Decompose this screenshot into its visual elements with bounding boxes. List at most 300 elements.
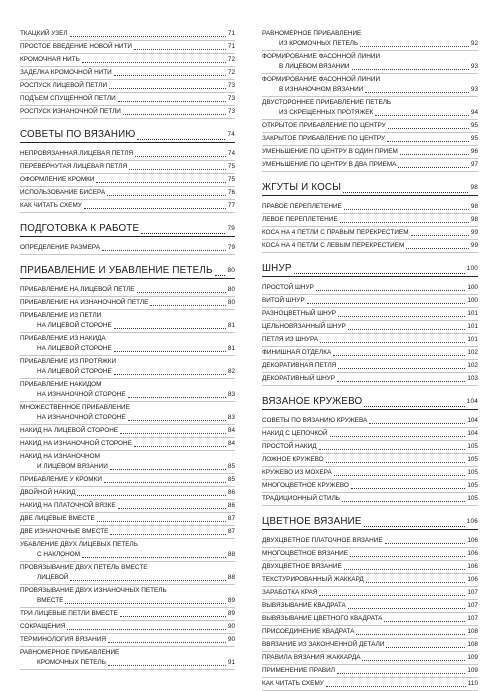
toc-entry-page-number: 96 — [470, 148, 478, 155]
toc-entry[interactable] — [262, 574, 478, 587]
toc-entry-page-number: 73 — [227, 82, 235, 89]
toc-entry[interactable] — [20, 634, 235, 647]
dot-leader — [326, 462, 466, 463]
toc-entry-line — [262, 98, 478, 108]
toc-heading-page-number: 104 — [466, 398, 478, 405]
toc-entry[interactable] — [262, 373, 478, 386]
toc-entry-page-number: 75 — [227, 163, 235, 170]
toc-entry[interactable] — [262, 467, 478, 480]
dot-leader — [135, 156, 226, 157]
dot-leader — [107, 195, 226, 196]
toc-entry-page-number: 80 — [227, 286, 235, 293]
toc-entry-title: ДВУСТОРОННЕЕ ПРИБАВЛЕНИЕ ПЕТЕЛЬ — [262, 99, 392, 106]
toc-heading-title: ВЯЗАНОЕ КРУЖЕВО — [262, 396, 363, 407]
toc-heading-line — [262, 262, 478, 276]
dot-leader — [129, 169, 226, 170]
toc-entry-title: ДВУХЦВЕТНОЕ ПЛАТОЧНОЕ ВЯЗАНИЕ — [262, 537, 383, 544]
toc-entry[interactable] — [262, 548, 478, 561]
toc-entry-title: ДВОЙНОЙ НАКИД — [20, 489, 76, 496]
toc-entry-page-number: 109 — [467, 654, 478, 661]
toc-entry-title: КРУЖЕВО ИЗ МОХЕРА — [262, 469, 332, 476]
toc-section-heading[interactable] — [262, 172, 478, 201]
toc-entry-line — [262, 361, 478, 371]
toc-entry-page-number: 90 — [227, 623, 235, 630]
toc-entry-page-number: 74 — [227, 150, 235, 157]
toc-entry-line — [20, 285, 235, 295]
toc-entry-continuation — [262, 62, 478, 72]
toc-entry-page-number: 88 — [227, 574, 235, 581]
dot-leader — [362, 660, 465, 661]
toc-entry-page-number: 75 — [227, 176, 235, 183]
dot-leader — [342, 501, 465, 502]
dot-leader — [366, 582, 466, 583]
dot-leader — [385, 543, 466, 544]
toc-entry-title: ТРИ ЛИЦЕВЫЕ ПЕТЛИ ВМЕСТЕ — [20, 610, 118, 617]
toc-entry-title: ТЕРМИНОЛОГИЯ ВЯЗАНИЯ — [20, 636, 107, 643]
toc-entry-title: КАК ЧИТАТЬ СХЕМУ — [262, 680, 324, 687]
toc-entry-title: ФОРМИРОВАНИЕ ФАСОННОЙ ЛИНИИ — [262, 76, 381, 83]
dot-leader — [386, 647, 465, 648]
toc-entry[interactable] — [262, 214, 478, 227]
toc-entry[interactable] — [20, 161, 235, 174]
toc-entry-line — [262, 601, 478, 611]
toc-entry[interactable] — [262, 146, 478, 159]
toc-entry-title: ВИТОЙ ШНУР — [262, 297, 305, 304]
toc-entry[interactable] — [262, 613, 478, 626]
toc-entry-line — [20, 452, 235, 462]
toc-entry-title: ПРИБАВЛЕНИЕ У КРОМКИ — [20, 476, 102, 483]
toc-entry-line — [262, 588, 478, 598]
toc-entry-continuation — [262, 85, 478, 95]
dot-leader — [114, 75, 226, 76]
toc-entry-title: КОСА НА 4 ПЕТЛИ С ЛЕВЫМ ПЕРЕКРЕСТИЕМ — [262, 242, 405, 249]
toc-entry-title: В ЛИЦЕВОМ ВЯЗАНИИ — [279, 63, 350, 70]
toc-entry-page-number: 93 — [470, 63, 478, 70]
dot-leader — [128, 397, 226, 398]
dot-leader — [406, 248, 469, 249]
dot-leader — [350, 556, 465, 557]
toc-entry-title: НАКИД НА ИЗНАНОЧНОМ — [20, 453, 100, 460]
toc-entry[interactable] — [20, 28, 235, 41]
toc-entry[interactable] — [20, 513, 235, 526]
toc-heading-page-number: 74 — [227, 131, 235, 138]
toc-entry-page-number: 83 — [227, 391, 235, 398]
toc-entry-title: ЛОЖНОЕ КРУЖЕВО — [262, 456, 324, 463]
dot-leader — [365, 92, 469, 93]
toc-entry[interactable] — [262, 347, 478, 360]
toc-entry-line — [20, 488, 235, 498]
toc-entry[interactable] — [20, 500, 235, 513]
toc-entry[interactable] — [262, 74, 478, 97]
toc-entry-line — [262, 575, 478, 585]
section-rule — [262, 409, 478, 410]
toc-entry[interactable] — [262, 159, 478, 172]
dot-leader — [120, 433, 226, 434]
toc-entry-line — [20, 622, 235, 632]
toc-section-heading[interactable] — [20, 255, 235, 284]
toc-entry-line — [262, 481, 478, 491]
toc-entry-continuation — [20, 390, 235, 400]
toc-entry[interactable] — [262, 561, 478, 574]
toc-entry-page-number: 73 — [227, 108, 235, 115]
dot-leader — [388, 128, 469, 129]
toc-heading-line — [262, 395, 478, 409]
toc-entry[interactable] — [262, 51, 478, 74]
toc-entry-page-number: 105 — [467, 482, 478, 489]
toc-entry-line — [20, 475, 235, 485]
dot-leader — [351, 488, 465, 489]
toc-entry[interactable] — [20, 106, 235, 119]
toc-entry-line — [20, 439, 235, 449]
toc-entry-title: РАВНОМЕРНОЕ ПРИБАВЛЕНИЕ — [20, 649, 120, 656]
toc-entry[interactable] — [20, 379, 235, 402]
toc-entry-title: ОФОРМЛЕНИЕ КРОМКИ — [20, 176, 95, 183]
toc-heading-page-number: 80 — [227, 267, 235, 274]
toc-section-heading[interactable] — [20, 213, 235, 242]
toc-entry[interactable] — [20, 539, 235, 562]
dot-leader — [123, 114, 226, 115]
toc-entry-title: НА ИЗНАНОЧНОЙ СТОРОНЕ — [37, 391, 126, 398]
dot-leader — [320, 342, 465, 343]
toc-entry[interactable] — [262, 227, 478, 240]
dot-leader — [114, 328, 226, 329]
dot-leader — [348, 329, 466, 330]
toc-entry-page-number: 98 — [470, 203, 478, 210]
toc-heading-page-number: 79 — [227, 225, 235, 232]
toc-column-right — [262, 28, 478, 691]
toc-entry-page-number: 87 — [227, 515, 235, 522]
dot-leader — [97, 521, 226, 522]
toc-entry-line — [20, 609, 235, 619]
toc-entry-page-number: 79 — [227, 244, 235, 251]
toc-entry-page-number: 81 — [227, 345, 235, 352]
toc-entry-page-number: 103 — [467, 375, 478, 382]
toc-entry-title: ВЫВЯЗЫВАНИЕ КВАДРАТА — [262, 602, 346, 609]
toc-entry-line — [20, 540, 235, 550]
toc-entry-page-number: 84 — [227, 440, 235, 447]
toc-entry[interactable] — [20, 41, 235, 54]
toc-entry[interactable] — [262, 120, 478, 133]
toc-entry[interactable] — [20, 174, 235, 187]
toc-entry-line — [262, 494, 478, 504]
toc-entry-title: И ЛИЦЕВОМ ВЯЗАНИИ — [37, 463, 108, 470]
toc-entry[interactable] — [262, 415, 478, 428]
toc-entry[interactable] — [20, 487, 235, 500]
dot-leader — [352, 69, 469, 70]
dot-leader — [387, 141, 469, 142]
toc-entry-title: ПРИБАВЛЕНИЕ ИЗ ПРОТЯЖКИ — [20, 358, 117, 365]
toc-entry-title: ПРОСТОЙ ШНУР — [262, 284, 314, 291]
toc-entry[interactable] — [262, 535, 478, 548]
toc-entry-continuation — [20, 367, 235, 377]
toc-entry-title: ФОРМИРОВАНИЕ ФАСОННОЙ ЛИНИИ — [262, 53, 381, 60]
toc-entry[interactable] — [262, 133, 478, 146]
section-rule — [262, 276, 478, 277]
dot-leader — [294, 273, 465, 274]
toc-entry-title: НАКИД НА ИЗНАНОЧНОЙ СТОРОНЕ — [20, 440, 132, 447]
toc-heading-title: СОВЕТЫ ПО ВЯЗАНИЮ — [20, 129, 136, 140]
toc-entry[interactable] — [20, 54, 235, 67]
toc-entry-title: С НАКЛОНОМ — [37, 551, 81, 558]
toc-entry-title: ТКАЦКИЙ УЗЕЛ — [20, 30, 68, 37]
toc-entry-line — [262, 283, 478, 293]
toc-entry-line — [262, 549, 478, 559]
toc-entry-line — [262, 653, 478, 663]
toc-entry-title: ДВУХЦВЕТНОЕ ВЯЗАНИЕ — [262, 563, 342, 570]
toc-entry[interactable] — [262, 295, 478, 308]
dot-leader — [82, 62, 226, 63]
toc-entry-page-number: 104 — [467, 430, 478, 437]
toc-entry[interactable] — [20, 242, 235, 255]
toc-entry-line — [262, 29, 478, 39]
toc-entry-page-number: 109 — [467, 667, 478, 674]
toc-entry[interactable] — [20, 187, 235, 200]
toc-entry[interactable] — [262, 97, 478, 120]
toc-entry[interactable] — [262, 441, 478, 454]
toc-section-heading[interactable] — [20, 119, 235, 148]
toc-entry-page-number: 104 — [467, 417, 478, 424]
toc-entry-line — [262, 536, 478, 546]
toc-entry-continuation — [20, 462, 235, 472]
toc-entry[interactable] — [20, 67, 235, 80]
toc-entry-page-number: 106 — [467, 576, 478, 583]
toc-entry[interactable] — [262, 282, 478, 295]
toc-entry-line — [262, 627, 478, 637]
dot-leader — [102, 250, 226, 251]
toc-entry[interactable] — [262, 600, 478, 613]
toc-entry-page-number: 87 — [227, 528, 235, 535]
toc-entry-page-number: 91 — [227, 659, 235, 666]
toc-entry[interactable] — [262, 678, 478, 691]
section-rule — [262, 195, 478, 196]
toc-entry-title: РАЗНОЦВЕТНЫЙ ШНУР — [262, 310, 337, 317]
toc-column-left — [20, 28, 235, 670]
dot-leader — [96, 182, 225, 183]
toc-entry[interactable] — [20, 562, 235, 585]
dot-leader — [356, 634, 465, 635]
toc-entry-line — [262, 614, 478, 624]
toc-entry[interactable] — [20, 297, 235, 310]
dot-leader — [150, 305, 226, 306]
toc-entry-line — [262, 429, 478, 439]
toc-entry-continuation — [20, 413, 235, 423]
dot-leader — [337, 381, 465, 382]
toc-entry[interactable] — [20, 284, 235, 297]
toc-entry-page-number: 105 — [467, 469, 478, 476]
toc-section-heading[interactable] — [262, 386, 478, 415]
toc-section-heading[interactable] — [262, 253, 478, 282]
toc-heading-page-number: 98 — [470, 184, 478, 191]
toc-entry[interactable] — [20, 333, 235, 356]
toc-entry[interactable] — [262, 240, 478, 253]
dot-leader — [65, 603, 225, 604]
toc-entry[interactable] — [262, 454, 478, 467]
toc-entry-continuation — [20, 344, 235, 354]
toc-entry-title: СОКРАЩЕНИЯ — [20, 623, 66, 630]
toc-entry[interactable] — [262, 626, 478, 639]
toc-entry-line — [262, 241, 478, 251]
toc-entry-title: ПРИСОЕДИНЕНИЕ КВАДРАТА — [262, 628, 355, 635]
toc-heading-page-number: 100 — [466, 265, 478, 272]
toc-heading-line — [20, 222, 235, 236]
toc-entry[interactable] — [20, 148, 235, 161]
toc-entry-line — [20, 648, 235, 658]
toc-entry[interactable] — [262, 639, 478, 652]
toc-entry-page-number: 107 — [467, 589, 478, 596]
toc-entry-page-number: 105 — [467, 443, 478, 450]
toc-entry-page-number: 86 — [227, 502, 235, 509]
toc-entry[interactable] — [20, 425, 235, 438]
toc-entry-line — [262, 309, 478, 319]
toc-entry[interactable] — [20, 451, 235, 474]
toc-entry[interactable] — [262, 652, 478, 665]
toc-entry-line — [20, 188, 235, 198]
toc-entry-page-number: 81 — [227, 322, 235, 329]
toc-entry-title: РАВНОМЕРНОЕ ПРИБАВЛЕНИЕ — [262, 30, 362, 37]
toc-entry[interactable] — [20, 526, 235, 539]
toc-entry-title: ВМЕСТЕ — [37, 597, 64, 604]
toc-entry-page-number: 106 — [467, 563, 478, 570]
toc-entry-page-number: 106 — [467, 537, 478, 544]
toc-entry-line — [262, 562, 478, 572]
toc-entry-page-number: 105 — [467, 495, 478, 502]
toc-entry[interactable] — [262, 428, 478, 441]
dot-leader — [70, 580, 225, 581]
dot-leader — [360, 46, 469, 47]
toc-entry-title: ПРОСТОЙ НАКИД — [262, 443, 317, 450]
toc-entry[interactable] — [20, 585, 235, 608]
toc-entry-line — [262, 75, 478, 85]
toc-entry-page-number: 107 — [467, 602, 478, 609]
section-rule — [20, 236, 235, 237]
toc-entry-page-number: 108 — [467, 628, 478, 635]
toc-entry-title: ИЗ КРОМОЧНЫХ ПЕТЕЛЬ — [279, 40, 359, 47]
dot-leader — [215, 275, 226, 276]
toc-entry-title: СОВЕТЫ ПО ВЯЗАНИЮ КРУЖЕВА — [262, 417, 368, 424]
toc-entry-line — [262, 121, 478, 131]
toc-entry[interactable] — [20, 80, 235, 93]
toc-heading-line — [20, 264, 235, 278]
toc-entry-page-number: 77 — [227, 202, 235, 209]
dot-leader — [141, 233, 225, 234]
toc-entry-line — [262, 228, 478, 238]
toc-entry-line — [20, 298, 235, 308]
toc-entry-line — [20, 29, 235, 39]
dot-leader — [333, 355, 465, 356]
toc-entry-page-number: 93 — [470, 86, 478, 93]
toc-entry[interactable] — [262, 480, 478, 493]
toc-entry-page-number: 108 — [467, 641, 478, 648]
toc-entry-page-number: 100 — [467, 284, 478, 291]
toc-entry-title: ЛЕВОЕ ПЕРЕПЛЕТЕНИЕ — [262, 216, 338, 223]
toc-heading-title: ШНУР — [262, 263, 292, 274]
toc-entry-page-number: 98 — [470, 216, 478, 223]
dot-leader — [110, 469, 226, 470]
toc-entry[interactable] — [262, 308, 478, 321]
toc-entry[interactable] — [20, 621, 235, 634]
toc-entry-title: УМЕНЬШЕНИЕ ПО ЦЕНТРУ В ОДИН ПРИЕМ — [262, 148, 398, 155]
toc-entry-page-number: 71 — [227, 30, 235, 37]
dot-leader — [118, 101, 226, 102]
toc-entry-page-number: 89 — [227, 610, 235, 617]
toc-entry-title: МНОГОЦВЕТНОЕ ВЯЗАНИЕ — [262, 550, 349, 557]
toc-entry[interactable] — [20, 93, 235, 106]
toc-entry[interactable] — [20, 474, 235, 487]
toc-entry-page-number: 95 — [470, 122, 478, 129]
toc-entry[interactable] — [20, 608, 235, 621]
dot-leader — [344, 569, 466, 570]
toc-entry[interactable] — [262, 493, 478, 506]
toc-entry-line — [20, 563, 235, 573]
toc-section-heading[interactable] — [262, 506, 478, 535]
toc-entry-title: ЗАКРЫТОЕ ПРИБАВЛЕНИЕ ПО ЦЕНТРУ — [262, 135, 386, 142]
dot-leader — [384, 621, 465, 622]
toc-entry[interactable] — [262, 28, 478, 51]
toc-entry-title: НА ЛИЦЕВОЙ СТОРОНЕ — [37, 368, 112, 375]
toc-entry-line — [20, 149, 235, 159]
dot-leader — [326, 686, 466, 687]
dot-leader — [340, 222, 469, 223]
toc-entry-line — [262, 348, 478, 358]
toc-entry-title: ПРОВЯЗЫВАНИЕ ДВУХ ПЕТЕЛЬ ВМЕСТЕ — [20, 564, 148, 571]
toc-entry-page-number: 97 — [470, 161, 478, 168]
toc-entry-continuation — [262, 108, 478, 118]
toc-entry[interactable] — [20, 200, 235, 213]
toc-entry-line — [20, 162, 235, 172]
toc-entry[interactable] — [20, 310, 235, 333]
toc-entry-page-number: 85 — [227, 476, 235, 483]
toc-entry-title: НАКИД НА ЛИЦЕВОЙ СТОРОНЕ — [20, 427, 119, 434]
dot-leader — [319, 449, 466, 450]
toc-entry[interactable] — [20, 438, 235, 451]
toc-entry[interactable] — [262, 334, 478, 347]
dot-leader — [77, 495, 225, 496]
toc-entry-line — [20, 635, 235, 645]
dot-leader — [82, 557, 226, 558]
toc-entry-page-number: 95 — [470, 135, 478, 142]
toc-entry-title: УБАВЛЕНИЕ ДВУХ ЛИЦЕВЫХ ПЕТЕЛЬ — [20, 541, 138, 548]
dot-leader — [400, 154, 469, 155]
toc-entry-title: НА ЛИЦЕВОЙ СТОРОНЕ — [37, 345, 112, 352]
toc-entry[interactable] — [262, 201, 478, 214]
toc-entry-title: УМЕНЬШЕНИЕ ПО ЦЕНТРУ В ДВА ПРИЕМА — [262, 161, 397, 168]
dot-leader — [316, 290, 465, 291]
toc-entry-title: ПРИМЕНЕНИЕ ПРАВИЛ — [262, 667, 335, 674]
toc-entry[interactable] — [20, 402, 235, 425]
toc-entry[interactable] — [262, 360, 478, 373]
dot-leader — [104, 482, 226, 483]
toc-entry-line — [262, 52, 478, 62]
dot-leader — [337, 673, 465, 674]
toc-entry-continuation — [20, 596, 235, 606]
toc-entry[interactable] — [262, 321, 478, 334]
toc-entry-page-number: 85 — [227, 463, 235, 470]
toc-entry[interactable] — [20, 356, 235, 379]
toc-entry-page-number: 102 — [467, 349, 478, 356]
dot-leader — [343, 192, 468, 193]
toc-entry-line — [20, 403, 235, 413]
toc-heading-title: ЦВЕТНОЕ ВЯЗАНИЕ — [262, 516, 362, 527]
toc-entry-title: ЗАРАБОТКА КРАЯ — [262, 589, 318, 596]
section-rule — [20, 142, 235, 143]
toc-entry[interactable] — [262, 587, 478, 600]
toc-entry-line — [262, 147, 478, 157]
toc-entry-line — [262, 455, 478, 465]
toc-entry-title: ЦЕЛЬНОВЯЗАННЫЙ ШНУР — [262, 323, 346, 330]
toc-entry-title: ВЫВЯЗЫВАНИЕ ЦВЕТНОГО КВАДРАТА — [262, 615, 383, 622]
toc-entry-page-number: 99 — [470, 242, 478, 249]
toc-entry-title: ПРИБАВЛЕНИЕ НАКИДОМ — [20, 381, 102, 388]
